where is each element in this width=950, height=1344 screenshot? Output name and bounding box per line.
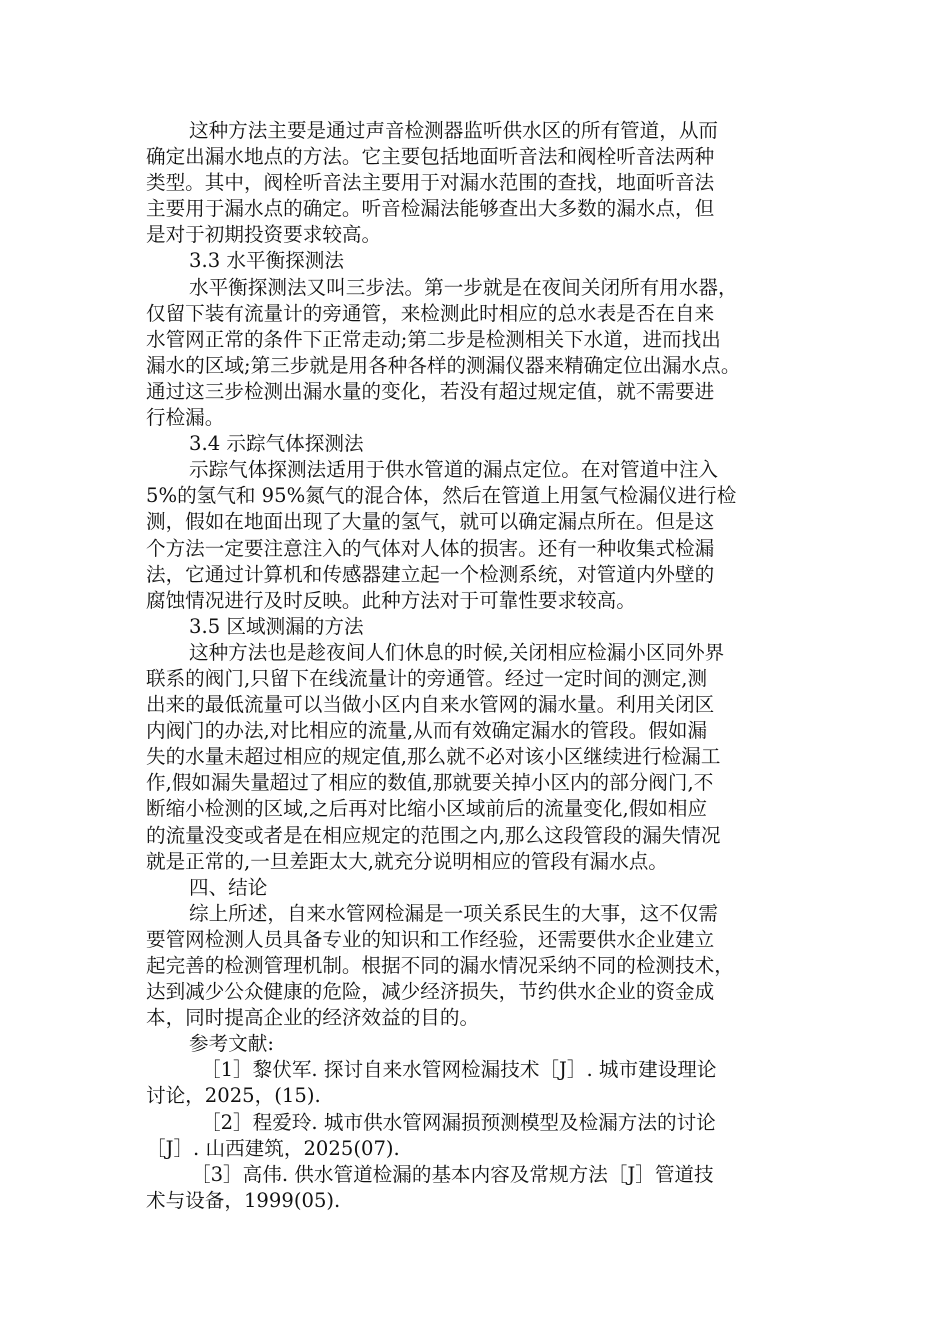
paragraph-line: 本，同时提高企业的经济效益的目的。 [146,1006,480,1030]
paragraph-line: 漏水的区域;第三步就是用各种各样的测漏仪器来精确定位出漏水点。 [146,353,741,377]
reference-line: ［3］高伟. 供水管道检漏的基本内容及常规方法［J］管道技 [191,1162,714,1186]
paragraph-line: 行检漏。 [146,406,225,430]
paragraph-line: 示踪气体探测法适用于供水管道的漏点定位。在对管道中注入 [189,458,719,482]
paragraph-line: 断缩小检测的区域,之后再对比缩小区域前后的流量变化,假如相应 [146,797,708,821]
body-text [146,118,806,1214]
paragraph-line: 类型。其中，阀栓听音法主要用于对漏水范围的查找，地面听音法 [146,171,715,195]
paragraph-line: 达到减少公众健康的危险，减少经济损失，节约供水企业的资金成 [146,980,715,1004]
paragraph-line: 联系的阀门,只留下在线流量计的旁通管。经过一定时间的测定,测 [146,666,708,690]
paragraph-line: 是对于初期投资要求较高。 [146,223,382,247]
paragraph-line: 个方法一定要注意注入的气体对人体的损害。还有一种收集式检漏 [146,536,715,560]
paragraph-line: 腐蚀情况进行及时反映。此种方法对于可靠性要求较高。 [146,588,636,612]
reference-line: 术与设备，1999(05). [146,1188,341,1212]
paragraph-line: 水平衡探测法又叫三步法。第一步就是在夜间关闭所有用水器， [189,275,738,299]
references-heading: 参考文献: [189,1032,274,1056]
paragraph-line: 要管网检测人员具备专业的知识和工作经验，还需要供水企业建立 [146,927,715,951]
paragraph-line: 仅留下装有流量计的旁通管，来检测此时相应的总水表是否在自来 [146,301,715,325]
reference-line: ［2］程爱玲. 城市供水管网漏损预测模型及检漏方法的讨论 [201,1110,716,1134]
paragraph-line: 的流量没变或者是在相应规定的范围之内,那么这段管段的漏失情况 [146,823,721,847]
paragraph-line: 作,假如漏失量超过了相应的数值,那就要关掉小区内的部分阀门,不 [146,771,714,795]
section-heading: 3.4 示踪气体探测法 [189,432,364,456]
paragraph-line: 确定出漏水地点的方法。它主要包括地面听音法和阀栓听音法两种 [146,145,715,169]
section-heading: 四、结论 [189,875,268,899]
reference-line: 讨论，2025，(15). [146,1084,321,1108]
paragraph-line: 综上所述，自来水管网检漏是一项关系民生的大事，这不仅需 [189,901,719,925]
section-heading: 3.5 区域测漏的方法 [189,614,364,638]
reference-line: ［1］黎伏军. 探讨自来水管网检漏技术［J］. 城市建设理论 [201,1058,717,1082]
paragraph-line: 水管网正常的条件下正常走动;第二步是检测相关下水道，进而找出 [146,327,721,351]
paragraph-line: 出来的最低流量可以当做小区内自来水管网的漏水量。利用关闭区 [146,693,715,717]
paragraph-line: 5%的氢气和 95%氮气的混合体，然后在管道上用氢气检漏仪进行检 [146,484,737,508]
reference-line: ［J］. 山西建筑，2025(07). [146,1136,400,1160]
paragraph-line: 起完善的检测管理机制。根据不同的漏水情况采纳不同的检测技术， [146,954,734,977]
paragraph-line: 内阀门的办法,对比相应的流量,从而有效确定漏水的管段。假如漏 [146,719,708,743]
paragraph-line: 主要用于漏水点的确定。听音检漏法能够查出大多数的漏水点，但 [146,197,715,221]
paragraph-line: 测，假如在地面出现了大量的氢气，就可以确定漏点所在。但是这 [146,510,715,534]
paragraph-line: 法，它通过计算机和传感器建立起一个检测系统，对管道内外壁的 [146,562,715,586]
paragraph-line: 就是正常的,一旦差距太大,就充分说明相应的管段有漏水点。 [146,849,668,873]
paragraph-line: 这种方法主要是通过声音检测器监听供水区的所有管道，从而 [189,119,719,142]
section-heading: 3.3 水平衡探测法 [189,249,344,273]
paragraph-line: 这种方法也是趁夜间人们休息的时候,关闭相应检漏小区同外界 [189,640,725,664]
paragraph-line: 失的水量未超过相应的规定值,那么就不必对该小区继续进行检漏工 [146,745,721,769]
paragraph-line: 通过这三步检测出漏水量的变化，若没有超过规定值，就不需要进 [146,379,715,403]
